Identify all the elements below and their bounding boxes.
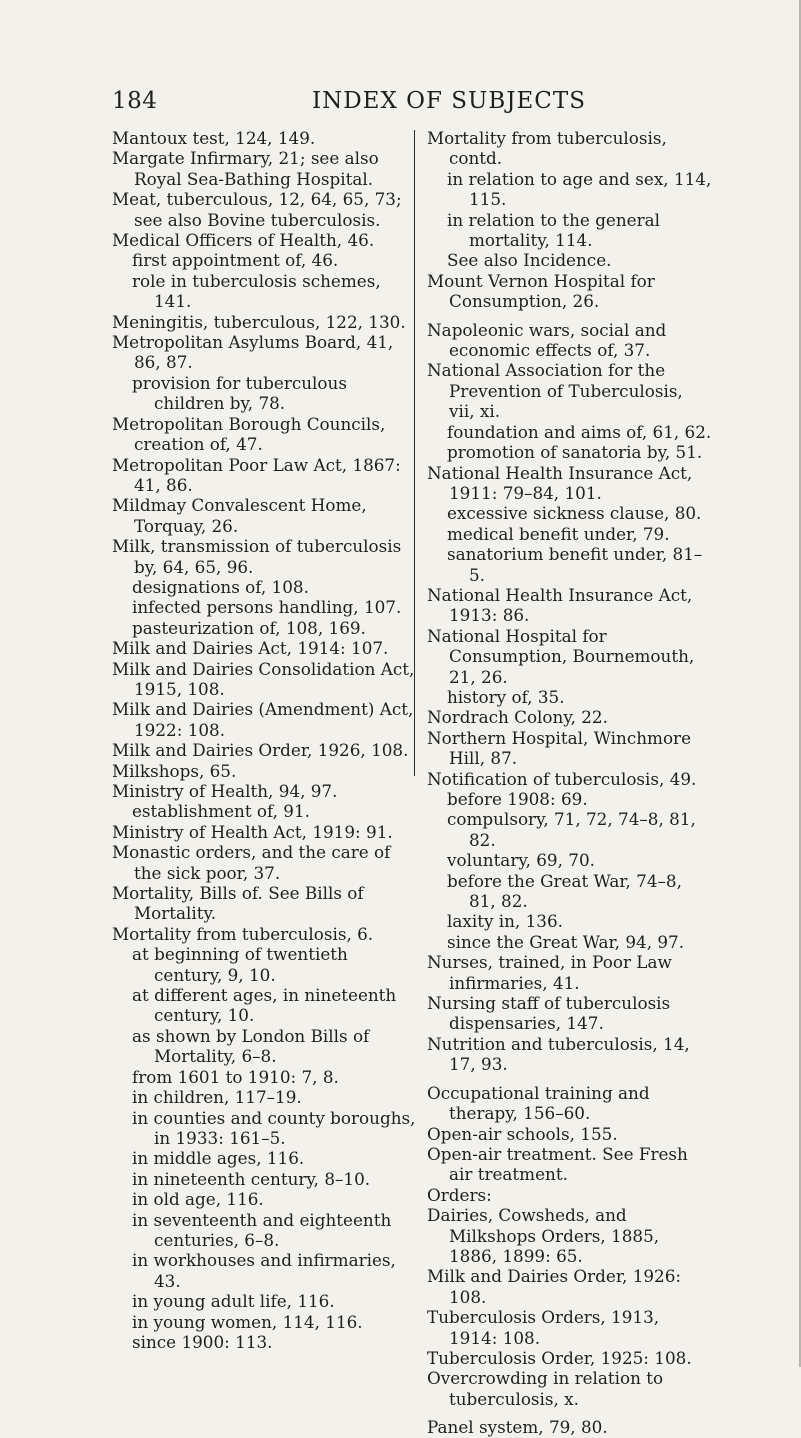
- index-subentry: excessive sickness clause, 80.: [447, 503, 702, 524]
- index-subentry: since the Great War, 94, 97.: [447, 931, 685, 952]
- index-entry: Ministry of Health Act, 1919: 91.: [112, 821, 393, 842]
- index-entry: National Health Insurance Act, 1911: 79–84, 101.: [427, 462, 693, 503]
- index-subentry: infected persons handling, 107.: [132, 597, 402, 618]
- index-subentry: pasteurization of, 108, 169.: [132, 617, 366, 638]
- index-entry: Meningitis, tuberculous, 122, 130.: [112, 311, 406, 332]
- index-subentry: in children, 117–19.: [132, 1087, 302, 1108]
- index-entry: Orders:: [427, 1184, 492, 1205]
- index-entry: Meat, tuberculous, 12, 64, 65, 73; see also Bovine tuberculosis.: [112, 189, 402, 230]
- index-subentry: at beginning of twentieth century, 9, 10.: [132, 944, 348, 985]
- index-entry: Milk and Dairies (Amendment) Act, 1922: 108.: [112, 699, 414, 740]
- index-entry: National Association for the Prevention of Tuberculosis, vii, xi.: [427, 360, 683, 422]
- index-entry: Milk and Dairies Consolidation Act, 1915, 108.: [112, 658, 415, 699]
- index-entry: Mortality from tuberculosis, 6.: [112, 923, 374, 944]
- index-entry: Nurses, trained, in Poor Law infirmaries, 41.: [427, 952, 672, 993]
- index-subentry: See also Incidence.: [447, 250, 612, 271]
- left-index-column: [112, 128, 417, 1352]
- index-entry: Mantoux test, 124, 149.: [112, 128, 316, 148]
- index-entry: Milk and Dairies Order, 1926, 108.: [112, 740, 409, 761]
- index-entry: Monastic orders, and the care of the sick poor, 37.: [112, 842, 391, 883]
- index-entry: Dairies, Cowsheds, and Milkshops Orders, 1885, 1886, 1899: 65.: [427, 1205, 660, 1266]
- index-entry: Milkshops, 65.: [112, 760, 237, 781]
- running-title: INDEX OF SUBJECTS: [312, 88, 586, 114]
- index-entry: Tuberculosis Order, 1925: 108.: [427, 1347, 692, 1368]
- index-subentry: in counties and county boroughs, in 1933: 161–5.: [132, 1107, 416, 1148]
- index-entry: Mortality, Bills of. See Bills of Mortality.: [112, 883, 364, 924]
- index-subentry: first appointment of, 46.: [132, 250, 339, 271]
- index-subentry: sanatorium benefit under, 81–5.: [447, 544, 703, 585]
- index-entry: Occupational training and therapy, 156–60.: [427, 1082, 650, 1124]
- index-entry: Metropolitan Borough Councils, creation of, 47.: [112, 413, 386, 455]
- index-entry: Nordrach Colony, 22.: [427, 707, 608, 728]
- index-entry: Panel system, 79, 80.: [427, 1417, 608, 1438]
- index-entry: Notification of tuberculosis, 49.: [427, 768, 697, 789]
- index-entry: Milk, transmission of tuberculosis by, 64, 65, 96.: [112, 536, 402, 577]
- index-entry: Open-air schools, 155.: [427, 1123, 618, 1144]
- index-subentry: designations of, 108.: [132, 576, 309, 597]
- index-subentry: laxity in, 136.: [447, 911, 563, 932]
- index-subentry: from 1601 to 1910: 7, 8.: [132, 1066, 339, 1087]
- index-subentry: medical benefit under, 79.: [447, 523, 670, 544]
- index-entry: Tuberculosis Orders, 1913, 1914: 108.: [427, 1307, 660, 1348]
- index-subentry: since 1900: 113.: [132, 1331, 273, 1352]
- index-subentry: in relation to age and sex, 114, 115.: [447, 168, 712, 210]
- index-subentry: before the Great War, 74–8, 81, 82.: [447, 870, 682, 912]
- index-entry: National Hospital for Consumption, Bournemouth, 21, 26.: [427, 625, 695, 687]
- index-subentry: role in tuberculosis schemes, 141.: [132, 270, 381, 312]
- column-divider: [414, 130, 415, 776]
- page-header: [112, 88, 712, 124]
- index-entry: Metropolitan Asylums Board, 41, 86, 87.: [112, 332, 394, 373]
- index-subentry: in young women, 114, 116.: [132, 1311, 363, 1332]
- index-entry: Ministry of Health, 94, 97.: [112, 781, 338, 801]
- index-entry: Mildmay Convalescent Home, Torquay, 26.: [112, 495, 367, 536]
- index-entry: Mortality from tuberculosis, contd.: [427, 128, 667, 169]
- index-subentry: in workhouses and infirmaries, 43.: [132, 1250, 396, 1291]
- index-entry: Margate Infirmary, 21; see also Royal Sea-Bathing Hospital.: [112, 148, 379, 189]
- index-subentry: in middle ages, 116.: [132, 1148, 305, 1169]
- index-entry: National Health Insurance Act, 1913: 86.: [427, 584, 693, 626]
- index-subentry: in nineteenth century, 8–10.: [132, 1168, 371, 1189]
- index-entry: Nutrition and tuberculosis, 14, 17, 93.: [427, 1033, 690, 1075]
- index-subentry: before 1908: 69.: [447, 789, 588, 809]
- index-subentry: foundation and aims of, 61, 62.: [447, 421, 712, 442]
- index-subentry: establishment of, 91.: [132, 801, 310, 822]
- index-entry: Mount Vernon Hospital for Consumption, 26.: [427, 270, 655, 312]
- index-entry: Overcrowding in relation to tuberculosis, x.: [427, 1368, 664, 1409]
- index-subentry: in old age, 116.: [132, 1189, 264, 1210]
- index-subentry: at different ages, in nineteenth century, 10.: [132, 985, 397, 1026]
- index-entry: Milk and Dairies Act, 1914: 107.: [112, 638, 389, 659]
- index-entry: Milk and Dairies Order, 1926: 108.: [427, 1266, 682, 1307]
- page-number: 184: [112, 88, 158, 114]
- index-entry: Northern Hospital, Winchmore Hill, 87.: [427, 727, 692, 769]
- index-entry: Open-air treatment. See Fresh air treatment.: [427, 1143, 688, 1185]
- index-entry: Nursing staff of tuberculosis dispensaries, 147.: [427, 993, 671, 1034]
- index-entry: Napoleonic wars, social and economic effects of, 37.: [427, 319, 667, 361]
- index-entry: Medical Officers of Health, 46.: [112, 230, 375, 251]
- index-subentry: in young adult life, 116.: [132, 1291, 335, 1312]
- index-subentry: voluntary, 69, 70.: [447, 850, 595, 871]
- right-index-column: [427, 128, 712, 1438]
- index-subentry: as shown by London Bills of Mortality, 6–8.: [132, 1025, 370, 1067]
- index-subentry: provision for tuberculous children by, 78.: [132, 372, 347, 414]
- index-entry: Metropolitan Poor Law Act, 1867: 41, 86.: [112, 454, 401, 495]
- index-subentry: in seventeenth and eighteenth centuries, 6–8.: [132, 1209, 392, 1250]
- index-subentry: compulsory, 71, 72, 74–8, 81, 82.: [447, 809, 696, 850]
- index-subentry: in relation to the general mortality, 114.: [447, 209, 660, 251]
- index-subentry: history of, 35.: [447, 686, 565, 707]
- index-subentry: promotion of sanatoria by, 51.: [447, 442, 703, 463]
